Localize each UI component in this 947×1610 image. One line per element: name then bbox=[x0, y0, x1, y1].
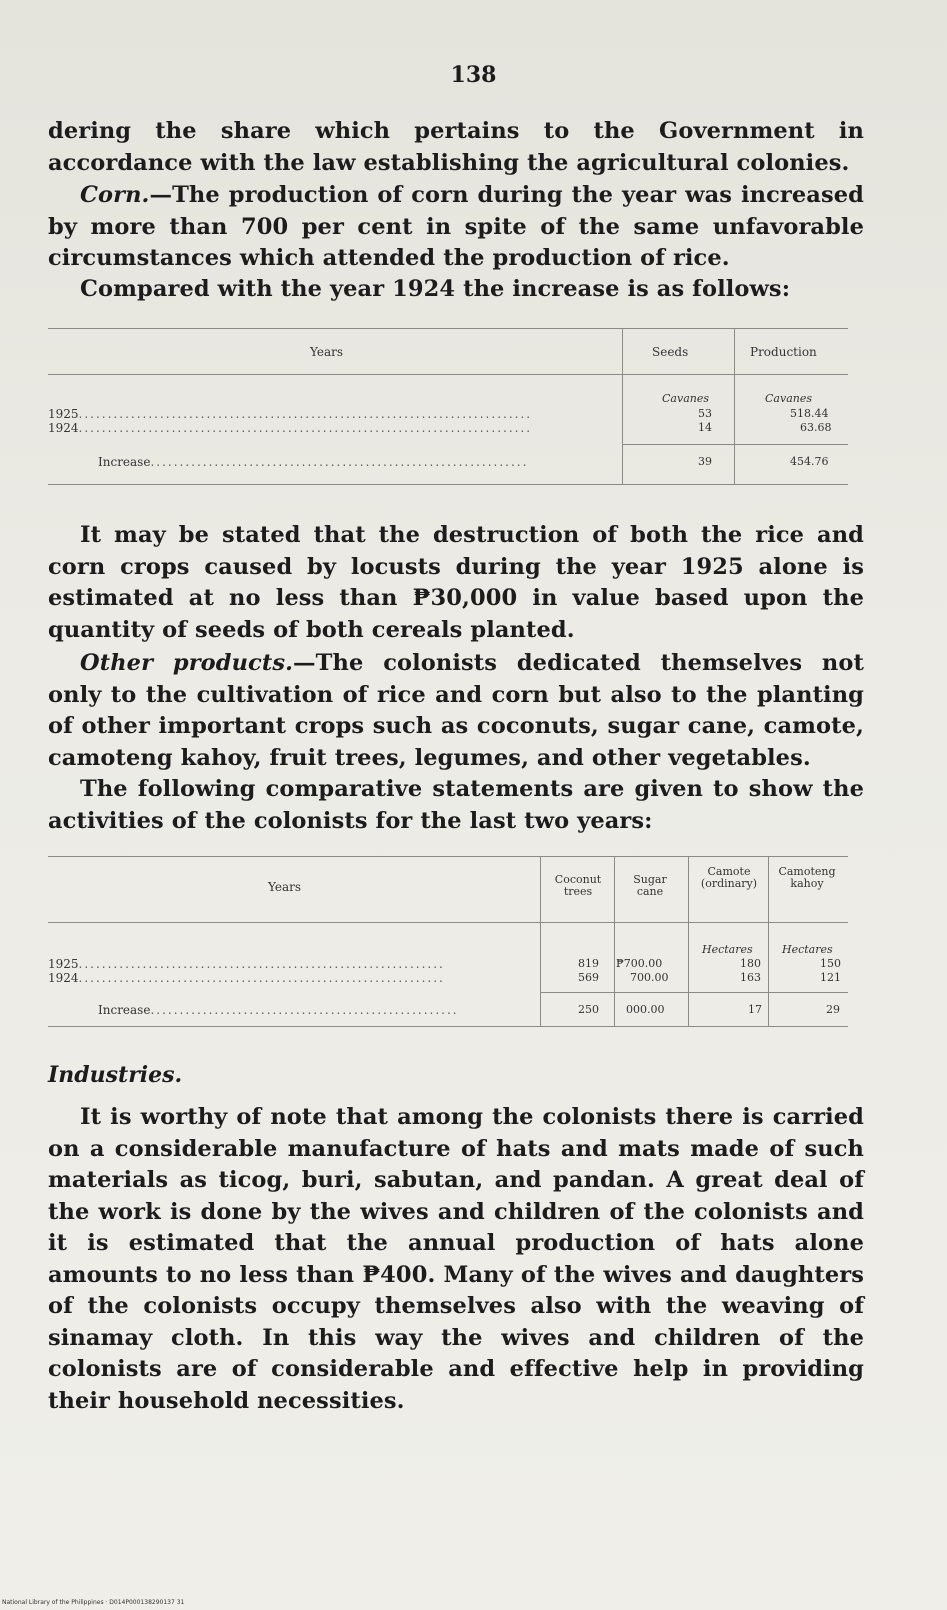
t1-header-seeds: Seeds bbox=[652, 345, 689, 359]
t2-header-years: Years bbox=[268, 880, 302, 894]
industries-heading: Industries. bbox=[48, 1062, 183, 1088]
t2-1924-sugar: 700.00 bbox=[630, 971, 669, 984]
t2-row-increase: Increase..................................................... bbox=[98, 1003, 459, 1017]
paragraph-corn bbox=[48, 180, 864, 275]
compared-text: Compared with the year 1924 the increase is as follows: bbox=[80, 276, 791, 302]
footer-credit: National Library of the Philippines · D014P000138290137 31 bbox=[2, 1599, 185, 1606]
t2-header-sugar: Sugar cane bbox=[633, 873, 667, 898]
t2-increase-coconut: 250 bbox=[578, 1003, 599, 1016]
t2-increase-camote: 17 bbox=[748, 1003, 762, 1016]
t2-1924-camote: 163 bbox=[740, 971, 761, 984]
t1-1925-production: 518.44 bbox=[790, 407, 829, 420]
t2-1924-kahoy: 121 bbox=[820, 971, 841, 984]
paragraph-locusts: It may be stated that the destruction of both the rice and corn crops caused by locusts during the year 1925 alone is estimated at no less than ₱30,000 in value based upon the quantity of seeds of both cereals planted. bbox=[48, 522, 864, 643]
paragraph-continuation: dering the share which pertains to the Government in accordance with the law establishing the agricultural colonies. bbox=[48, 118, 864, 176]
t2-1925-sugar: ₱700.00 bbox=[616, 957, 663, 970]
t2-header-kahoy: Camoteng kahoy bbox=[778, 865, 836, 890]
t2-header-coconut: Coconut trees bbox=[554, 873, 602, 898]
corn-text: —The production of corn during the year was increased by more than 700 per cent in spite of the same unfavorable circumstances which attended the production of rice. bbox=[48, 182, 864, 271]
t1-1925-seeds: 53 bbox=[698, 407, 712, 420]
t2-increase-kahoy: 29 bbox=[826, 1003, 840, 1016]
t1-row-1925: 1925.............................................................................. bbox=[48, 407, 533, 421]
paragraph-compared bbox=[48, 274, 864, 306]
t1-row-increase: Increase................................................................. bbox=[98, 455, 529, 469]
t1-unit-seeds: Cavanes bbox=[662, 392, 709, 405]
page-number: 138 bbox=[450, 62, 497, 88]
paragraph-other-products: Other products.—The colonists dedicated themselves not only to the cultivation of rice and corn but also to the planting of other important crops such as coconuts, sugar cane, camote, camoteng kahoy, fruit trees, legumes, and other vegetables. bbox=[48, 650, 864, 771]
t1-increase-production: 454.76 bbox=[790, 455, 829, 468]
t2-1925-coconut: 819 bbox=[578, 957, 599, 970]
t2-header-camote: Camote (ordinary) bbox=[700, 865, 758, 890]
t2-unit-camote: Hectares bbox=[702, 943, 753, 956]
corn-lead: Corn. bbox=[80, 182, 150, 208]
t2-increase-sugar: 000.00 bbox=[626, 1003, 665, 1016]
paragraph-industries: It is worthy of note that among the colonists there is carried on a considerable manufacture of hats and mats made of such materials as ticog, buri, sabutan, and pandan. A great deal of the work is done by the wives and children of the colonists and it is estimated that the annual production of hats alone amounts to no less than ₱400. Many of the wives and daughters of the colonists occupy themselves also with the weaving of sinamay cloth. In this way the wives and children of the colonists are of considerable and effective help in providing their household necessities. bbox=[48, 1104, 864, 1414]
other-products-lead: Other products. bbox=[80, 650, 294, 676]
t2-row-1924: 1924............................................................... bbox=[48, 971, 445, 985]
t1-unit-production: Cavanes bbox=[765, 392, 812, 405]
t1-header-production: Production bbox=[750, 345, 817, 359]
t1-header-years: Years bbox=[310, 345, 344, 359]
t2-1924-coconut: 569 bbox=[578, 971, 599, 984]
t2-1925-camote: 180 bbox=[740, 957, 761, 970]
t1-increase-seeds: 39 bbox=[698, 455, 712, 468]
paragraph-comparative: The following comparative statements are given to show the activities of the colonists for the last two years: bbox=[48, 776, 864, 834]
t1-1924-production: 63.68 bbox=[800, 421, 832, 434]
t2-unit-kahoy: Hectares bbox=[782, 943, 833, 956]
t2-1925-kahoy: 150 bbox=[820, 957, 841, 970]
t1-row-1924: 1924.............................................................................. bbox=[48, 421, 533, 435]
t2-row-1925: 1925............................................................... bbox=[48, 957, 445, 971]
t1-1924-seeds: 14 bbox=[698, 421, 712, 434]
